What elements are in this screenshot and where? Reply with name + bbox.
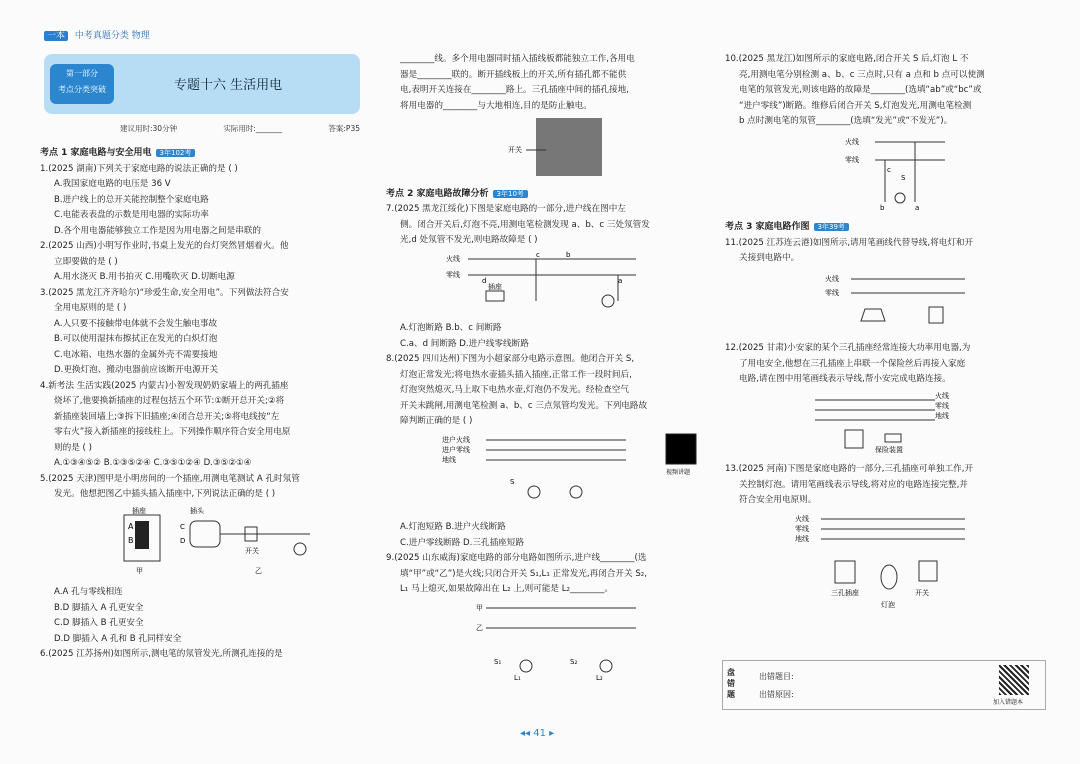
circuit-diagram-12: [725, 390, 1025, 454]
svg-text:a: a: [618, 276, 623, 285]
review-title: 盘错题: [727, 668, 735, 699]
svg-text:L₂: L₂: [596, 673, 603, 682]
review-reason: 出错原因:: [759, 690, 794, 699]
suggested-time: 建议用时:30分钟: [120, 124, 178, 133]
figure: [725, 132, 1047, 219]
svg-text:开关: 开关: [508, 146, 522, 154]
question-line: C.电能表表盘的示数是用电器的实际功率: [54, 210, 209, 220]
question-stem: 9.(2025 山东威海)家庭电路的部分电路如图所示,进户线________(选: [386, 553, 647, 563]
svg-text:S: S: [901, 173, 906, 182]
svg-text:S: S: [510, 477, 515, 486]
svg-text:S₂: S₂: [570, 657, 578, 666]
question-line: A.A 孔与零线相连: [54, 587, 123, 597]
add-to-notebook[interactable]: 加入错题本: [993, 699, 1024, 706]
question-line: 侧。闭合开关后,灯泡不亮,用测电笔检测发现 a、b、c 三处氖管发: [400, 219, 650, 230]
svg-text:a: a: [915, 203, 920, 212]
svg-text:乙: 乙: [476, 623, 483, 632]
question-line: 灯泡正常发光;将电热水壶插头插入插座,正常工作一段时间后,: [400, 369, 632, 380]
question-line: 立即要做的是 ( ): [54, 256, 118, 267]
svg-text:b: b: [880, 203, 885, 212]
question-line: 关控制灯泡。请用笔画线表示导线,将对应的电路连接完整,并: [739, 479, 968, 490]
question-line: 亮,用测电笔分别检测 a、b、c 三点时,只有 a 点和 b 点可以使测: [739, 69, 985, 80]
header-subject: 中考真题分类 物理: [74, 31, 150, 41]
svg-text:三孔插座: 三孔插座: [831, 588, 859, 597]
question-stem: 7.(2025 黑龙江绥化)下图是家庭电路的一部分,进户线在图中左: [386, 204, 626, 214]
question-line: 电笔的氖管发光,则该电路的故障是________(选填“ab”或“bc”或: [739, 85, 982, 95]
svg-text:视频讲题: 视频讲题: [666, 468, 691, 476]
part-label: 第一部分 考点分类突破: [50, 64, 114, 104]
question-line: B.可以使用湿抹布擦拭正在发光的白炽灯泡: [54, 334, 218, 344]
figure: [386, 600, 708, 689]
svg-text:地线: 地线: [442, 455, 456, 464]
svg-text:开关: 开关: [245, 546, 259, 555]
column-1: [40, 146, 365, 663]
question-line: A.①③④⑤② B.①③⑤②④ C.③⑤①②④ D.③⑤②①④: [54, 458, 252, 468]
time-meta: [120, 123, 360, 134]
question-stem: 4.新考法 生活实践(2025 内蒙古)小智发现奶奶家墙上的两孔插座: [40, 380, 289, 391]
question-line: 灯泡突然熄灭,马上取下电热水壶,灯泡仍不发光。经检查空气: [400, 385, 629, 395]
question-line: 电路,请在图中用笔画线表示导线,帮小安完成电路连接。: [739, 374, 951, 384]
svg-text:进户零线: 进户零线: [442, 445, 470, 454]
svg-text:零线: 零线: [446, 270, 460, 279]
error-review-box: [722, 660, 1046, 710]
header: [44, 28, 150, 41]
question-stem: 3.(2025 黑龙江齐齐哈尔)“珍爱生命,安全用电”。下列做法符合安: [40, 287, 289, 298]
question-line: C.a、d 间断路 D.进户线零线断路: [400, 338, 529, 349]
question-line: A.灯泡短路 B.进户火线断路: [400, 522, 506, 532]
review-question: 出错题目:: [759, 672, 794, 681]
question-stem: 13.(2025 河南)下图是家庭电路的一部分,三孔插座可单独工作,开: [725, 464, 974, 474]
frequency-badge: 3年39考: [814, 223, 849, 231]
svg-text:B: B: [128, 535, 134, 545]
circuit-diagram-10: [725, 132, 1025, 212]
circuit-diagram-9: [386, 600, 686, 682]
question-line: ________线。多个用电器同时插入插线板都能独立工作,各用电: [400, 54, 635, 64]
question-line: 填“甲”或“乙”)是火线;只闭合开关 S₁,L₁ 正常发光,再闭合开关 S₂,: [400, 568, 647, 579]
figure: [386, 432, 708, 519]
question-line: D.各个用电器能够独立工作是因为用电器之间是串联的: [54, 225, 262, 236]
question-stem: 11.(2025 江苏连云港)如图所示,请用笔画线代替导线,将电灯和开: [725, 237, 974, 248]
section-heading: 考点 2 家庭电路故障分析 3年10考: [386, 187, 708, 203]
svg-text:地线: 地线: [935, 411, 949, 420]
svg-text:L₁: L₁: [514, 673, 521, 682]
svg-text:保险装置: 保险装置: [875, 445, 903, 454]
column-2: [386, 52, 708, 690]
question-line: b 点时测电笔的氖管________(选填“发光”或“不发光”)。: [739, 116, 953, 126]
question-line: B.进户线上的总开关能控制整个家庭电路: [54, 194, 209, 205]
question-line: 将用电器的________与大地相连,目的是防止触电。: [400, 100, 592, 111]
question-line: 光,d 处氖管不发光,则电路故障是 ( ): [400, 235, 538, 245]
figure: [386, 251, 708, 320]
svg-text:火线: 火线: [845, 137, 859, 146]
section-heading: 考点 3 家庭电路作图 3年39考: [725, 220, 1047, 236]
topic-banner: [44, 54, 360, 114]
svg-text:甲: 甲: [136, 566, 143, 575]
circuit-diagram-8: [386, 432, 691, 512]
svg-text:火线: 火线: [446, 254, 460, 263]
svg-text:d: d: [482, 276, 487, 285]
frequency-badge: 3年102考: [156, 149, 196, 157]
question-line: A.用水浇灭 B.用书拍灭 C.用嘴吹灭 D.切断电源: [54, 272, 235, 282]
svg-text:乙: 乙: [255, 566, 262, 575]
question-line: 新插座装回墙上;③拆下旧插座;④闭合总开关;⑤将电线按“左: [54, 411, 280, 422]
svg-text:b: b: [566, 250, 571, 259]
question-line: 全用电原则的是 ( ): [54, 303, 127, 313]
column-3: [725, 52, 1047, 619]
svg-text:插座: 插座: [132, 506, 146, 515]
socket-plug-diagram: [40, 505, 340, 577]
question-stem: 5.(2025 天津)图甲是小明房间的一个插座,用测电笔测试 A 孔时氖管: [40, 473, 300, 484]
question-line: 了用电安全,他想在三孔插座上串联一个保险丝后再接入家庭: [739, 358, 966, 369]
svg-text:S₁: S₁: [494, 657, 502, 666]
question-stem: 10.(2025 黑龙江)如图所示的家庭电路,闭合开关 S 后,灯泡 L 不: [725, 54, 969, 64]
figure: [725, 269, 1047, 340]
circuit-diagram-13: [725, 511, 1025, 611]
question-stem: 6.(2025 江苏扬州)如图所示,测电笔的氖管发光,所测孔连接的是: [40, 649, 283, 659]
svg-text:甲: 甲: [476, 603, 483, 612]
svg-text:地线: 地线: [795, 534, 809, 543]
section-heading: 考点 1 家庭电路与安全用电 3年102考: [40, 146, 365, 162]
question-line: 则的是 ( ): [54, 442, 92, 453]
header-tag: 一本: [44, 31, 68, 41]
circuit-diagram-11: [725, 269, 1025, 333]
svg-text:c: c: [536, 250, 540, 259]
test-pen-photo: [386, 116, 686, 178]
question-stem: 8.(2025 四川达州)下图为小超家部分电路示意图。他闭合开关 S,: [386, 354, 635, 364]
question-line: D.更换灯泡、搬动电器前应该断开电源开关: [54, 365, 219, 375]
topic-title: 专题十六 生活用电: [174, 78, 283, 93]
answer-ref: 答案:P35: [328, 124, 360, 133]
question-line: 电,表明开关连接在________路上。三孔插座中间的插孔接地,: [400, 85, 629, 95]
svg-text:c: c: [887, 165, 891, 174]
circuit-diagram-7: [386, 251, 686, 313]
question-line: C.进户零线断路 D.三孔插座短路: [400, 537, 524, 548]
svg-text:插头: 插头: [190, 506, 204, 515]
svg-text:零线: 零线: [825, 288, 839, 297]
page-number: ◂◂ 41 ▸: [520, 728, 555, 739]
question-line: A.我国家庭电路的电压是 36 V: [54, 179, 171, 189]
svg-text:A: A: [128, 521, 134, 531]
svg-text:C: C: [180, 522, 185, 531]
frequency-badge: 3年10考: [493, 190, 528, 198]
svg-text:零线: 零线: [935, 401, 949, 410]
question-line: 发光。他想把图乙中插头插入插座中,下列说法正确的是 ( ): [54, 489, 276, 499]
question-line: “进户零线”)断路。维修后闭合开关 S,灯泡发光,用测电笔检测: [739, 100, 972, 111]
question-line: 烧坏了,他要换新插座的过程包括五个环节:①断开总开关;②将: [54, 396, 285, 406]
question-line: 关接到电路中。: [739, 253, 800, 263]
qr-code-icon[interactable]: [999, 665, 1029, 695]
actual-time: 实际用时:_______: [223, 124, 283, 133]
svg-text:开关: 开关: [915, 588, 929, 597]
svg-text:灯泡: 灯泡: [881, 600, 895, 609]
question-line: D.D 脚插入 A 孔和 B 孔同样安全: [54, 633, 182, 644]
question-line: 障判断正确的是 ( ): [400, 416, 473, 426]
svg-text:火线: 火线: [795, 514, 809, 523]
question-line: A.人只要不接触带电体就不会发生触电事故: [54, 318, 218, 329]
question-line: B.D 脚插入 A 孔更安全: [54, 602, 144, 613]
question-stem: 12.(2025 甘肃)小安家的某个三孔插座经常连接大功率用电器,为: [725, 343, 971, 353]
question-line: 开关未跳闸,用测电笔检测 a、b、c 三点氖管均发光。下列电路故: [400, 400, 648, 411]
question-line: 器是________联的。断开插线板上的开关,所有插孔都不能供: [400, 69, 627, 80]
svg-text:进户火线: 进户火线: [442, 435, 470, 444]
question-line: 零右火”接入新插座的接线柱上。下列操作顺序符合安全用电原: [54, 427, 291, 437]
question-line: 符合安全用电原则。: [739, 495, 817, 505]
figure: [386, 116, 708, 185]
question-line: A.灯泡断路 B.b、c 间断路: [400, 323, 502, 333]
svg-text:D: D: [180, 536, 186, 545]
svg-text:零线: 零线: [795, 524, 809, 533]
svg-text:插座: 插座: [488, 282, 502, 291]
question-stem: 1.(2025 湖南)下列关于家庭电路的说法正确的是 ( ): [40, 163, 238, 174]
svg-text:火线: 火线: [825, 274, 839, 283]
figure: [40, 505, 365, 584]
svg-text:火线: 火线: [935, 391, 949, 400]
svg-text:零线: 零线: [845, 155, 859, 164]
question-line: L₁ 马上熄灭,如果故障出在 L₂ 上,则可能是 L₂________。: [400, 584, 613, 594]
figure: [725, 511, 1047, 618]
figure: [725, 390, 1047, 461]
question-line: C.D 脚插入 B 孔更安全: [54, 618, 144, 628]
question-stem: 2.(2025 山西)小明写作业时,书桌上发光的台灯突然冒烟着火。他: [40, 241, 289, 251]
question-line: C.电冰箱、电热水器的金属外壳不需要接地: [54, 349, 218, 360]
